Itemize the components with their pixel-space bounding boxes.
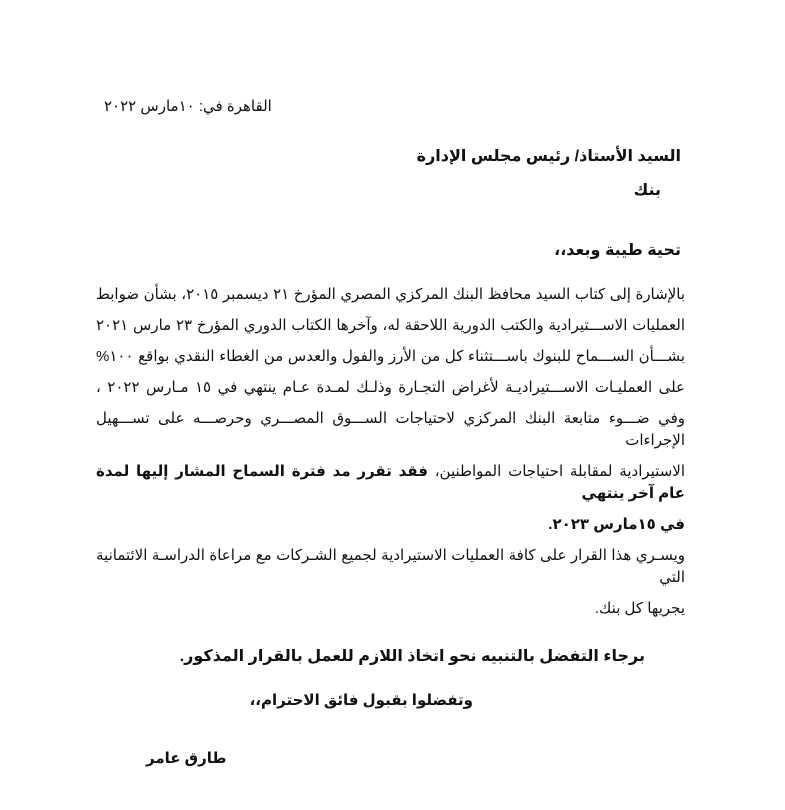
greeting: تحية طيبة وبعد،،	[554, 242, 681, 259]
closing-request: برجاء التفضل بالتنبيه نحو اتخاذ اللازم للعمل بالقرار المذكور.	[179, 648, 645, 665]
decision-date: في ١٥مارس ٢٠٢٣.	[548, 516, 685, 533]
addressee-title: السيد الأستاذ/ رئيس مجلس الإدارة	[416, 148, 681, 165]
addressee-bank: بنك	[633, 182, 661, 199]
decision-text: فقد تقرر مد فترة السماح المشار إليها لمدة عام آخر ينتهي	[96, 463, 685, 502]
paragraph-line: بشـــأن الســـماح للبنوك باســـتثناء كل من الأرز والفول والعدس من الغطاء النقدي بواقع ١٠٠%	[96, 348, 685, 365]
paragraph-line: بالإشارة إلى كتاب السيد محافظ البنك المركزي المصري المؤرخ ٢١ ديسمبر ٢٠١٥، بشأن ضوابط	[96, 286, 685, 303]
paragraph-line-regular: الاستيرادية لمقابلة احتياجات المواطنين،	[434, 463, 685, 480]
paragraph-main	[96, 284, 685, 536]
paragraph-line	[96, 461, 685, 505]
closing-regards: وتفضلوا بقبول فائق الاحترام،،	[249, 692, 473, 709]
paragraph-line: وفي ضـــوء متابعة البنك المركزي لاحتياجات الســـوق المصـــري وحرصـــه على تســـهيل الإجراءات	[96, 410, 685, 449]
letter-date: القاهرة في: ١٠مارس ٢٠٢٢	[104, 98, 272, 115]
paragraph-line: يجريها كل بنك.	[594, 600, 685, 617]
paragraph-line: ويسـري هذا القرار على كافة العمليات الاستيرادية لجميع الشـركات مع مراعاة الدراسـة الائتمانية التي	[96, 547, 685, 586]
paragraph-line: على العمليـات الاســـتيراديـة لأغراض التجـارة وذلـك لمـدة عـام ينتهي في ١٥ مـارس ٢٠٢٢ ،	[96, 379, 685, 396]
paragraph-scope	[96, 545, 685, 620]
signature-name: طارق عامر	[146, 750, 227, 767]
paragraph-line: العمليات الاســـتيرادية والكتب الدورية اللاحقة له، وآخرها الكتاب الدوري المؤرخ ٢٣ مارس ٢٠٢١	[96, 317, 686, 334]
